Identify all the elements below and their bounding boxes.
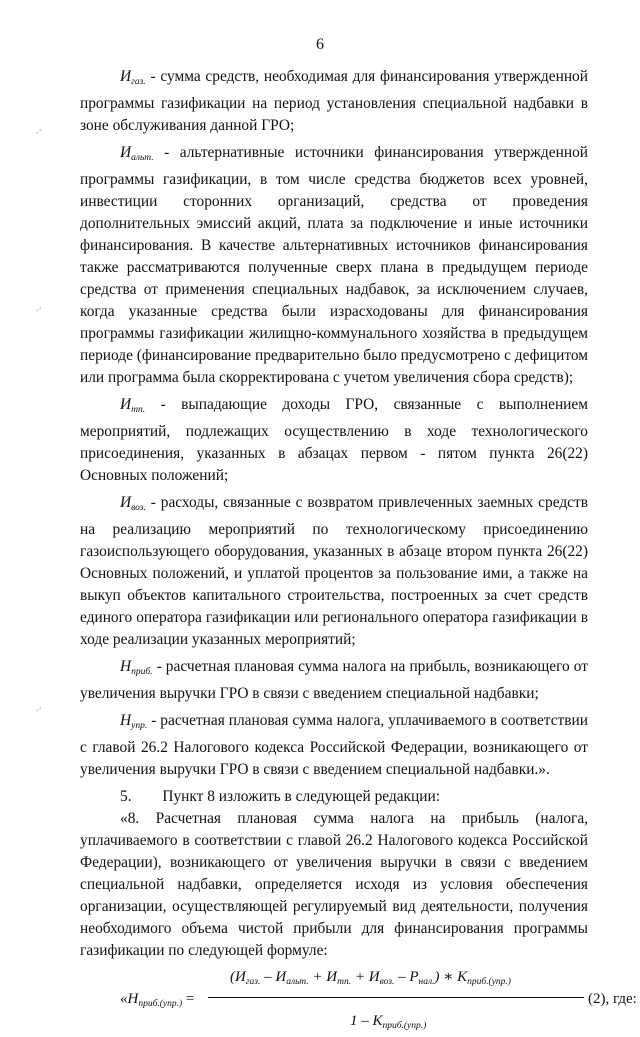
item-5: 5. Пункт 8 изложить в следующей редакции: <box>120 788 441 805</box>
definition-i-alt: $И_{альт.}$ - альтернативные источники финансирования утвержденной программы газификации, в том числе средства бюджетов всех уровней, инвестиции сторонних организаций, средства от проведения дополнительных эмиссий акций, плата за подключение и иные источники финансирования. В качестве альтернативных источников финансирования также рассматриваются полученные сверх плана в предыдущем периоде средства от применения специальных надбавок, за исключением случаев, когда указанные средства были израсходованы для финансирования программы газификации жилищно-коммунального хозяйства в предыдущем периоде (финансирование предварительно было предусмотрено с дефицитом или программа была скорректирована с учетом увеличения сбора средств); <box>80 144 588 386</box>
formula-number: (2), где: <box>588 991 637 1007</box>
margin-mark: ·' <box>36 306 41 317</box>
symbol: $И_{тп.}$ <box>120 396 146 415</box>
symbol: $И_{газ.}$ <box>120 68 146 87</box>
formula-denominator: $1 - К_{приб.(упр.)}$ <box>350 1013 427 1031</box>
symbol: $Н_{упр.}$ <box>120 712 148 731</box>
definition-i-voz: $И_{воз.}$ - расходы, связанные с возвратом привлеченных заемных средств на реализацию мероприятий по технологическому присоединению газоиспользующего оборудования, указанных в абзаце втором пункта 26(22) Основных положений, и уплатой процентов за пользование ими, а также на выкуп объектов капитального строительства, построенных за счет средств единого оператора газификации или регионального оператора газификации в ходе реализации указанных мероприятий; <box>80 494 588 648</box>
margin-mark: ·' <box>36 706 41 717</box>
definition-n-prib: $Н_{приб.}$ - расчетная плановая сумма налога на прибыль, возникающего от увеличения выручки ГРО в связи с введением специальной надбавки; <box>80 658 588 702</box>
formula-2 <box>80 966 637 1036</box>
symbol: $И_{воз.}$ <box>120 494 146 513</box>
margin-mark: ·' <box>36 128 41 139</box>
symbol: $И_{альт.}$ <box>120 144 154 163</box>
definition-i-tp: $И_{тп.}$ - выпадающие доходы ГРО, связанные с выполнением мероприятий, подлежащих осуществлению в ходе технологического присоединения, указанных в абзацах первом - пятом пункта 26(22) Основных положений; <box>80 396 588 484</box>
document-body <box>80 66 637 1036</box>
fraction-bar <box>208 997 584 998</box>
item-8: «8. Расчетная плановая сумма налога на прибыль (налога, уплачиваемого в соответствии с главой 26.2 Налогового кодекса Российской Федерации), возникающего от увеличения выручки в связи с введением специальной надбавки, определяется исходя из условия обеспечения организации, осуществляющей регулируемый вид деятельности, получения необходимого объема чистой прибыли для финансирования программы газификации по следующей формуле: <box>80 810 588 959</box>
page-number: 6 <box>316 36 324 53</box>
formula-lhs: «$Н_{приб.(упр.)}$ = <box>120 991 195 1009</box>
formula-numerator: $(И_{газ.} - И_{альт.} + И_{тп.} + И_{воз.} - Р_{нал.})$ ∗ $К_{приб.(упр.)}$ <box>230 969 511 987</box>
definition-i-gaz: $И_{газ.}$ - сумма средств, необходимая для финансирования утвержденной программы газификации на период установления специальной надбавки в зоне обслуживания данной ГРО; <box>80 68 588 134</box>
definition-n-upr: $Н_{упр.}$ - расчетная плановая сумма налога, уплачиваемого в соответствии с главой 26.2 Налогового кодекса Российской Федерации, возникающего от увеличения выручки ГРО в связи с введением специальной надбавки.». <box>80 712 588 778</box>
symbol: $Н_{приб.}$ <box>120 658 153 677</box>
